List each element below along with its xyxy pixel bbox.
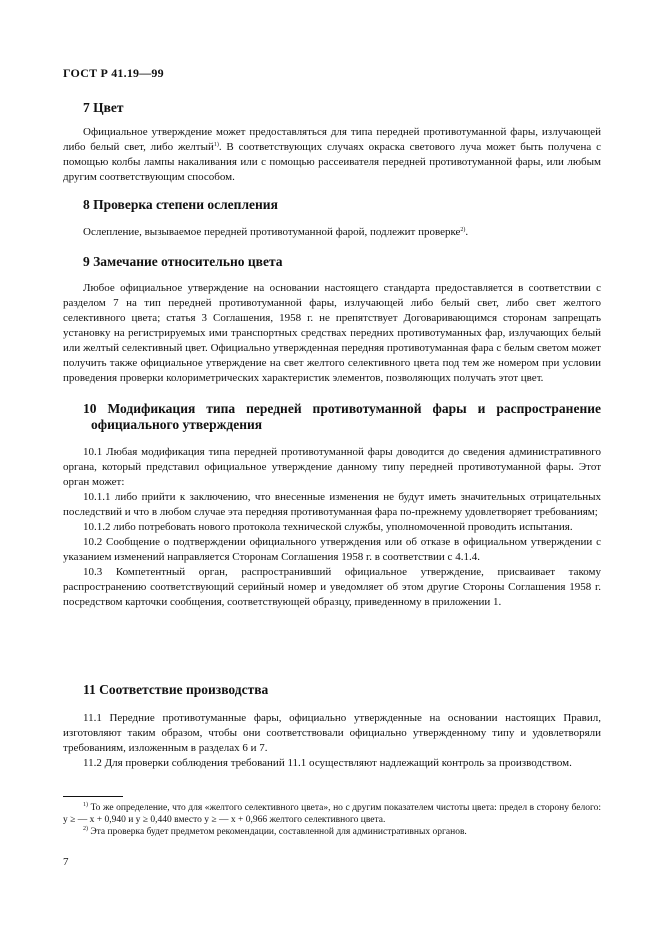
section-7-paragraph	[63, 125, 601, 185]
footnote-1-text: То же определение, что для «желтого селективного цвета», но с другим показателем чистоты цвета: предел в сторону белого: y ≥ — x + 0,940 и y ≥ 0,440 вместо y ≥ — x + 0,966 желтого селективного цвета.	[63, 803, 602, 825]
section-9-title: 9 Замечание относительно цвета	[83, 254, 283, 269]
s7-text: Официальное утверждение может предоставляться для типа передней противотуманной фары, излучающей либо белый свет, либо желтый	[63, 126, 601, 153]
s10-p2: 10.1.1 либо прийти к заключению, что внесенные изменения не будут иметь значительных отрицательных последствий и что в любом случае эта передняя противотуманная фара по-прежнему удовлетворяет требованиям;	[63, 491, 601, 518]
footnote-2-mark: 2)	[83, 826, 88, 832]
s10-p3: 10.1.2 либо потребовать нового протокола технической службы, уполномоченной проводить испытания.	[83, 521, 573, 533]
s9-text: Любое официальное утверждение на основании настоящего стандарта предоставляется в соответствии с разделом 7 на тип передней противотуманной фары, излучающей либо белый свет, либо свет желтого селективного цвета; статья 3 Соглашения, 1958 г. не препятствует Договаривающимся сторонам запрещать установку на регистрируемых ими транспортных средствах передних противотуманных фар, излучающих белый или желтый селективный цвет. Официально утвержденная передняя противотуманная фара с белым светом может получить также официальное утверждение на свет желтого селективного цвета под тем же номером при условии проведения проверки колориметрических характеристик элементов, позволяющих получать этот цвет.	[63, 282, 601, 384]
footnote-2-text: Эта проверка будет предметом рекомендации, составленной для административных органов.	[90, 827, 467, 837]
section-8-title: 8 Проверка степени ослепления	[83, 197, 278, 212]
footnote-ref-2[interactable]: 2)	[460, 227, 466, 233]
section-10-title-line2: официального утверждения	[91, 417, 263, 432]
document-header: ГОСТ Р 41.19—99	[63, 66, 164, 80]
s11-p2: 11.2 Для проверки соблюдения требований 11.1 осуществляют надлежащий контроль за производством.	[83, 757, 572, 769]
section-7-title: 7 Цвет	[83, 100, 124, 115]
s10-p4: 10.2 Сообщение о подтверждении официального утверждения или об отказе в официальном утверждении с указанием изменений направляется Сторонам Соглашения 1958 г. в соответствии с 4.1.4.	[63, 536, 601, 563]
section-10-title-line1: 10 Модификация типа передней противотуманной фары и распространение	[83, 401, 601, 416]
s10-p1: 10.1 Любая модификация типа передней противотуманной фары доводится до сведения административного органа, который представил официальное утверждение данному типу передней противотуманной фары. Этот орган может:	[63, 446, 601, 488]
s10-p5: 10.3 Компетентный орган, распространивший официальное утверждение, присваивает такому распространению соответствующий серийный номер и уведомляет об этом другие Стороны Соглашения 1958 г. посредством карточки сообщения, соответствующей образцу, приведенному в приложении 1.	[63, 566, 601, 608]
section-11-title: 11 Соответствие производства	[83, 682, 269, 697]
footnote-divider	[63, 796, 123, 797]
s8-text-end: .	[465, 226, 469, 238]
s7-text-rest: . В соответствующих случаях окраска светового луча может быть получена с помощью колбы лампы накаливания или с помощью рассеивателя передней противотуманной фары, или любым другим соответствующим способом.	[63, 141, 601, 183]
section-11-paragraphs	[63, 711, 601, 771]
section-8-paragraph	[63, 225, 601, 240]
section-9-paragraph	[63, 281, 601, 386]
s11-p1: 11.1 Передние противотуманные фары, официально утвержденные на основании настоящих Правил, изготовляют таким образом, чтобы они соответствовали официально утвержденному типу и удовлетворяли требованиям, изложенным в разделах 6 и 7.	[63, 712, 601, 754]
s8-text: Ослепление, вызываемое передней противотуманной фарой, подлежит проверке	[83, 226, 461, 238]
page-number: 7	[63, 856, 69, 868]
section-10-paragraphs	[63, 445, 601, 610]
footnote-ref-1[interactable]: 1)	[213, 142, 219, 148]
footnote-1	[63, 802, 601, 826]
footnote-2	[63, 826, 601, 838]
footnote-1-mark: 1)	[83, 802, 88, 808]
